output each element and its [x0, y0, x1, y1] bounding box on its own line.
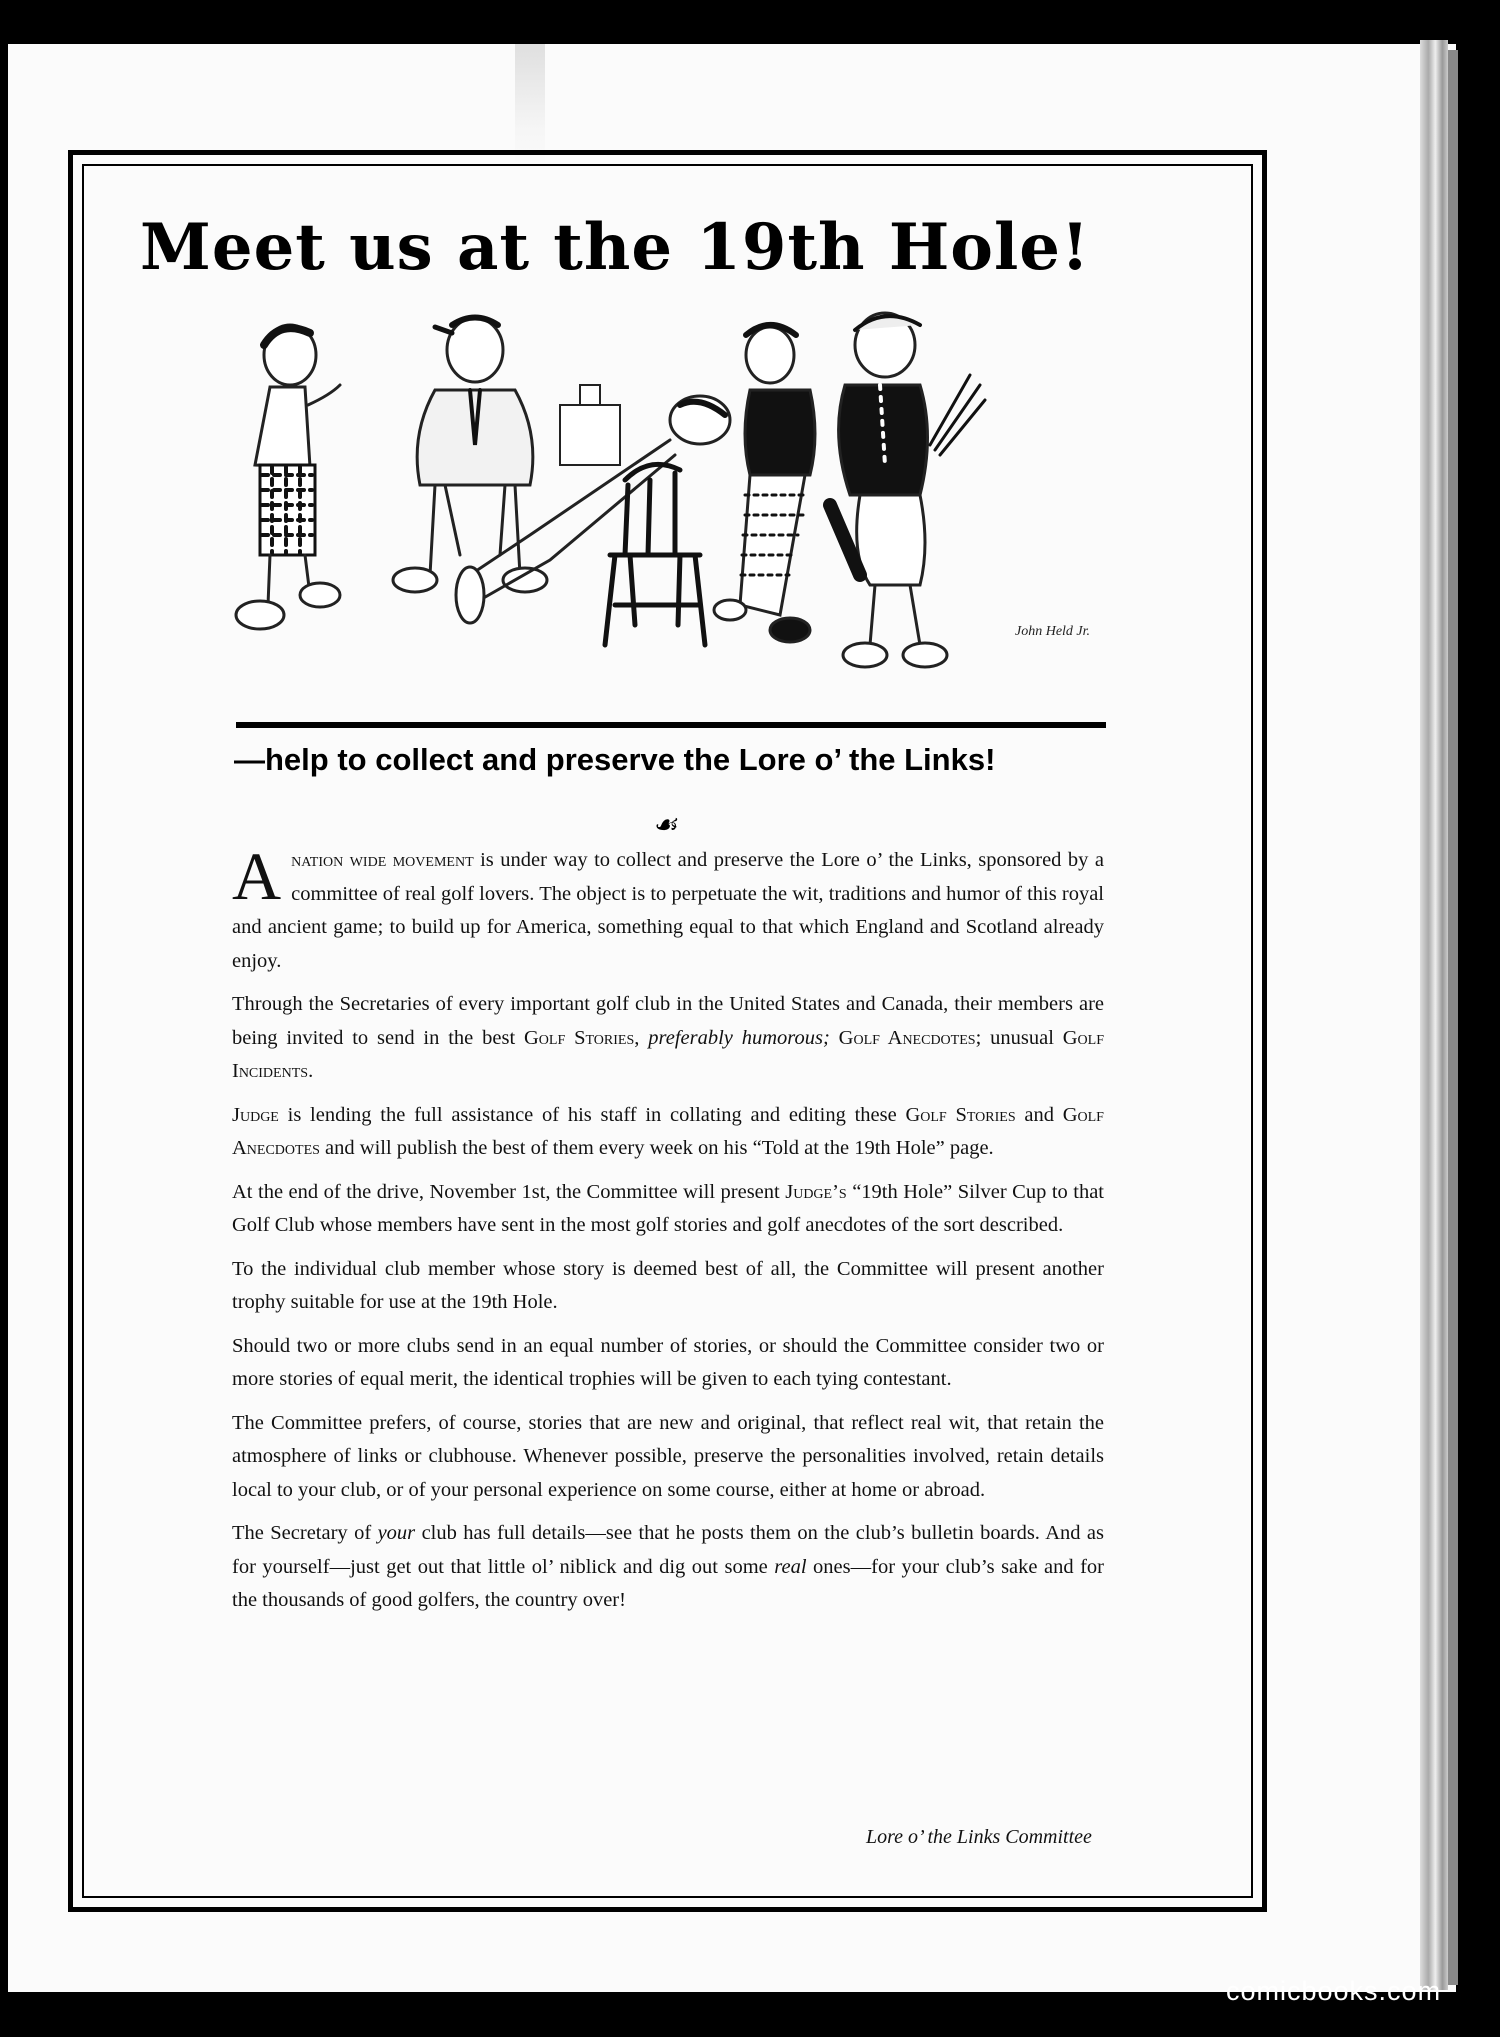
paragraph-7: The Committee prefers, of course, stories that are new and original, that reflect real wit, that retain the atmosphere of links or clubhouse. Whenever possible, preserve the personalities involved, retain details local to your club, or of your personal experience on some course, either at home or abroad.	[232, 1411, 1104, 1501]
divider-rule	[236, 722, 1106, 728]
ad-headline: Meet us at the 19th Hole!	[140, 210, 1091, 285]
golfer-figure	[714, 325, 815, 642]
watermark: comicbooks.com	[1226, 1976, 1442, 2006]
committee-signature: Lore o’ the Links Committee	[866, 1826, 1092, 1848]
paragraph-4: At the end of the drive, November 1st, the Committee will present Judge’s “19th Hole” Silver Cup to that Golf Club whose members have sent in the most golf stories and golf anecdotes of the sort described.	[232, 1180, 1104, 1236]
golfer-figure	[830, 313, 985, 667]
paragraph-6: Should two or more clubs send in an equal number of stories, or should the Committee consider two or more stories of equal merit, the identical trophies will be given to each tying contestant.	[232, 1334, 1104, 1390]
golfers-illustration	[230, 305, 1110, 715]
artist-signature: John Held Jr.	[1015, 624, 1091, 639]
drop-cap: A	[232, 838, 282, 914]
paragraph-8: The Secretary of your club has full details—see that he posts them on the club’s bulletin boards. And as for yourself—just get out that little ol’ niblick and dig out some real ones—for your club’s sake and for the thousands of good golfers, the country over!	[232, 1522, 1105, 1611]
ad-body	[232, 838, 1105, 1628]
golfer-figure	[236, 325, 340, 629]
page-tear	[515, 44, 545, 164]
ad-subhead: —help to collect and preserve the Lore o’ the Links!	[234, 742, 996, 777]
fleuron-ornament-icon: ☙	[652, 810, 678, 841]
page-edge	[1420, 40, 1448, 1990]
paragraph-1: Anation wide movement is under way to collect and preserve the Lore o’ the Links, sponsored by a committee of real golf lovers. The object is to perpetuate the wit, traditions and humor of this royal and ancient game; to build up for America, something equal to that which England and Scotland already enjoy.	[232, 838, 1105, 972]
paragraph-2: Through the Secretaries of every important golf club in the United States and Canada, their members are being invited to send in the best Golf Stories, preferably humorous; Golf Anecdotes; unusual Golf Incidents.	[232, 993, 1105, 1082]
page-stack	[1448, 50, 1458, 1985]
paragraph-5: To the individual club member whose story is deemed best of all, the Committee will present another trophy suitable for use at the 19th Hole.	[232, 1257, 1104, 1313]
golfer-figure	[393, 318, 547, 593]
paragraph-3: Judge is lending the full assistance of his staff in collating and editing these Golf Stories and Golf Anecdotes and will publish the best of them every week on his “Told at the 19th Hole” page.	[232, 1103, 1104, 1159]
chair	[605, 464, 705, 645]
